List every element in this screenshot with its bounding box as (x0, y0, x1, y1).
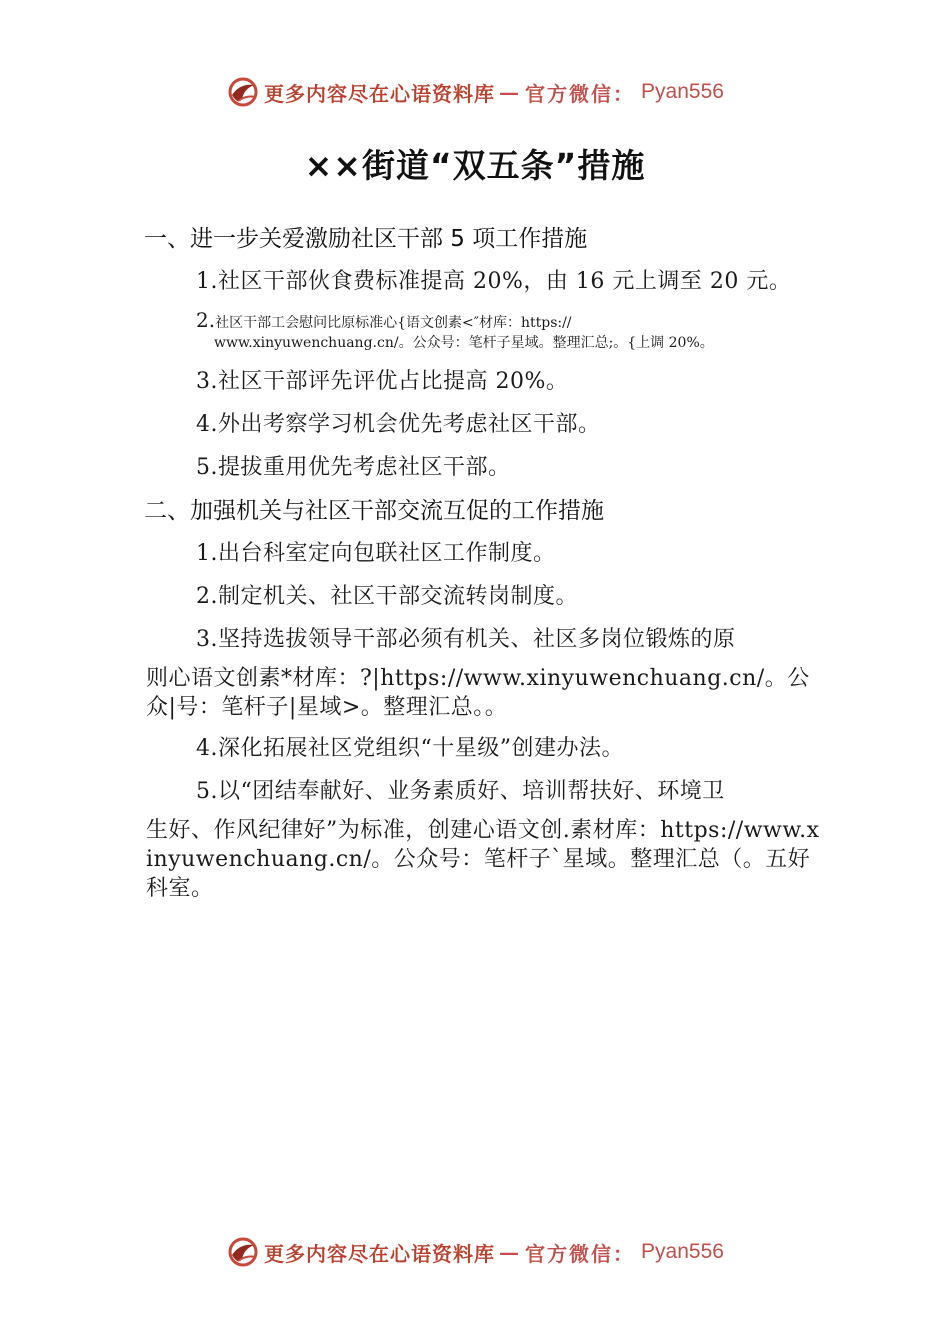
list-item (196, 308, 826, 355)
banner-content (226, 75, 724, 109)
list-item-text: 社区干部工会慰问比原标准心{语文创素<″材库：https:// (215, 315, 572, 331)
section-heading-2: 二、加强机关与社区干部交流互促的工作措施 (144, 498, 604, 524)
list-item: 3.社区干部评先评优占比提高 20%。 (196, 369, 569, 394)
banner-content (226, 1235, 724, 1269)
banner-wechat-label: 官方微信： (525, 1241, 636, 1266)
banner-wechat-label: 官方微信： (525, 81, 636, 106)
list-item-continued: 则心语文创素*材库：?|https://www.xinyuwenchuang.cn/。公众|号：笔杆子|星域>。整理汇总。。 (146, 666, 810, 720)
banner-wechat-id: Pyan556 (641, 1240, 724, 1263)
swirl-logo-icon (226, 1235, 260, 1269)
list-item: 3.坚持选拔领导干部必须有机关、社区多岗位锻炼的原 (196, 627, 736, 652)
banner-slogan: 更多内容尽在心语资料库 (264, 81, 496, 106)
header-banner (0, 72, 950, 112)
list-item-number: 2. (196, 308, 216, 332)
list-item: 4.深化拓展社区党组织“十星级”创建办法。 (196, 736, 624, 761)
banner-dash: — (499, 1240, 522, 1264)
banner-wechat-id: Pyan556 (641, 80, 724, 103)
swirl-logo-icon (226, 75, 260, 109)
list-item-continued: 生好、作风纪律好”为标准，创建心语文创.素材库：https://www.xinyuwenchuang.cn/。公众号：笔杆子`星域。整理汇总（。五好科室。 (146, 818, 820, 901)
list-item: 2.制定机关、社区干部交流转岗制度。 (196, 584, 578, 609)
list-item: 1.社区干部伙食费标准提高 20%，由 16 元上调至 20 元。 (196, 269, 792, 294)
list-item: 1.出台科室定向包联社区工作制度。 (196, 541, 556, 566)
list-item: 5.提拔重用优先考虑社区干部。 (196, 455, 511, 480)
footer-banner (0, 1232, 950, 1272)
document-body (146, 222, 826, 913)
banner-dash: — (499, 80, 522, 104)
banner-slogan: 更多内容尽在心语资料库 (264, 1241, 496, 1266)
list-item: 4.外出考察学习机会优先考虑社区干部。 (196, 412, 601, 437)
list-item-text-continued: www.xinyuwenchuang.cn/。公众号：笔杆子星域。整理汇总;。{上调 20%。 (214, 335, 714, 351)
list-item: 5.以“团结奉献好、业务素质好、培训帮扶好、环境卫 (196, 779, 725, 804)
section-heading-1: 一、进一步关爱激励社区干部 5 项工作措施 (144, 226, 588, 252)
document-title: ××街道“双五条”措施 (304, 146, 646, 185)
